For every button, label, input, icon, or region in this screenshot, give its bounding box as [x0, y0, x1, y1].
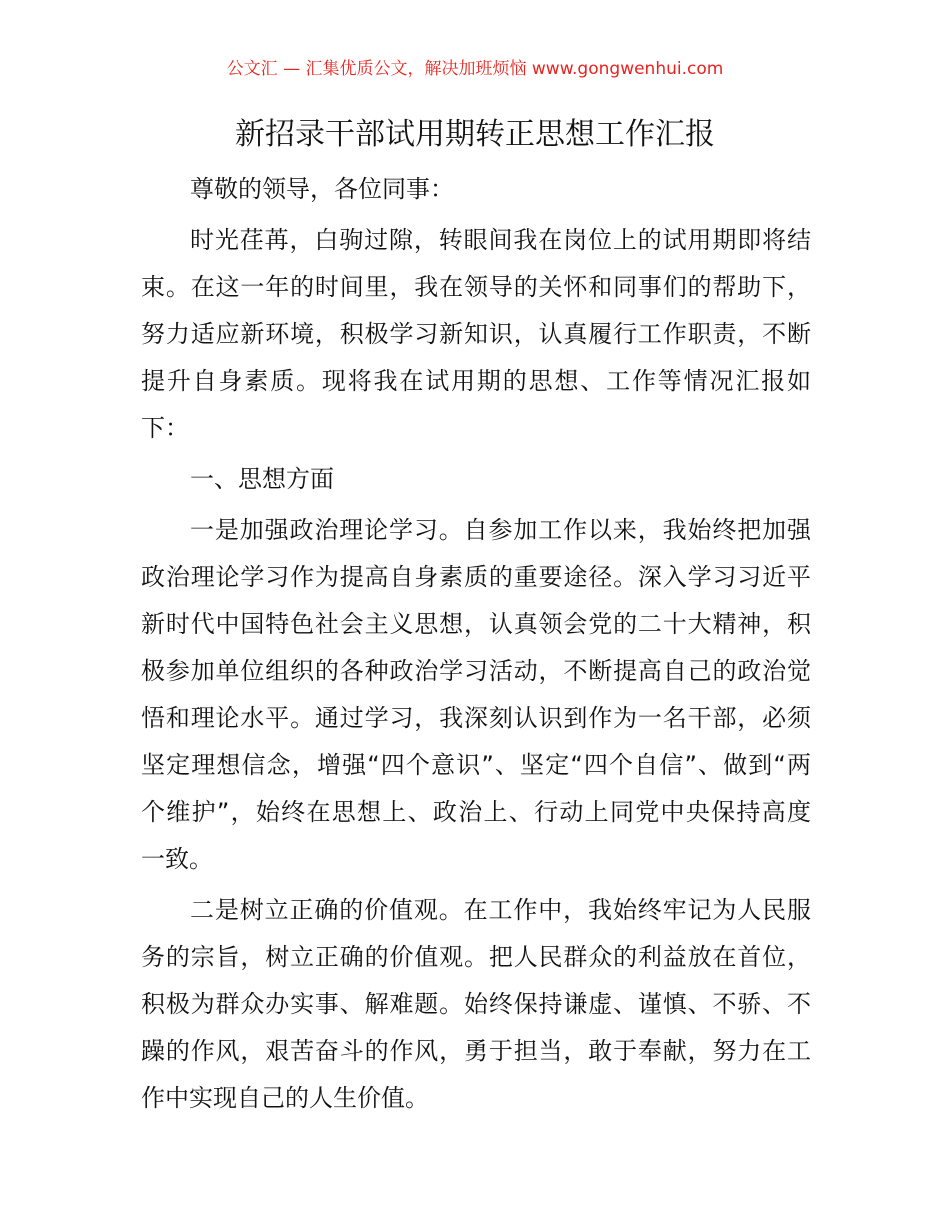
- text-line: 政治理论学习作为提高自身素质的重要途径。深入学习习近平: [141, 563, 811, 591]
- text-line: 一致。: [141, 845, 213, 873]
- document-body: [141, 166, 811, 1126]
- text-line: 尊敬的领导，各位同事：: [190, 175, 454, 203]
- paragraph: [141, 217, 811, 452]
- text-line: 二是树立正确的价值观。在工作中，我始终牢记为人民服: [190, 896, 811, 924]
- text-line: 坚定理想信念，增强“四个意识”、坚定“四个自信”、做到“两: [141, 751, 811, 779]
- text-line: 提升自身素质。现将我在试用期的思想、工作等情况汇报如: [141, 367, 811, 395]
- paragraph: [141, 456, 811, 503]
- text-line: 下：: [141, 414, 189, 442]
- text-line: 躁的作风，艰苦奋斗的作风，勇于担当，敢于奉献，努力在工: [141, 1037, 811, 1065]
- text-line: 努力适应新环境，积极学习新知识，认真履行工作职责，不断: [141, 320, 811, 348]
- paragraph: [141, 887, 811, 1122]
- text-line: 个维护”，始终在思想上、政治上、行动上同党中央保持高度: [141, 798, 811, 826]
- paragraph: [141, 166, 811, 213]
- text-line: 务的宗旨，树立正确的价值观。把人民群众的利益放在首位，: [141, 943, 811, 971]
- document-title: 新招录干部试用期转正思想工作汇报: [235, 117, 715, 152]
- text-line: 一是加强政治理论学习。自参加工作以来，我始终把加强: [190, 516, 811, 544]
- text-line: 悟和理论水平。通过学习，我深刻认识到作为一名干部，必须: [141, 704, 811, 732]
- text-line: 束。在这一年的时间里，我在领导的关怀和同事们的帮助下，: [141, 273, 811, 301]
- text-line: 一、思想方面: [190, 465, 334, 493]
- paragraph: [141, 507, 811, 883]
- watermark-banner: 公文汇 — 汇集优质公文，解决加班烦恼 www.gongwenhui.com: [226, 59, 724, 79]
- text-line: 积极为群众办实事、解难题。始终保持谦虚、谨慎、不骄、不: [141, 990, 811, 1018]
- text-line: 极参加单位组织的各种政治学习活动，不断提高自己的政治觉: [141, 657, 811, 685]
- text-line: 新时代中国特色社会主义思想，认真领会党的二十大精神，积: [141, 610, 811, 638]
- text-line: 作中实现自己的人生价值。: [141, 1084, 429, 1112]
- text-line: 时光荏苒，白驹过隙，转眼间我在岗位上的试用期即将结: [190, 226, 811, 254]
